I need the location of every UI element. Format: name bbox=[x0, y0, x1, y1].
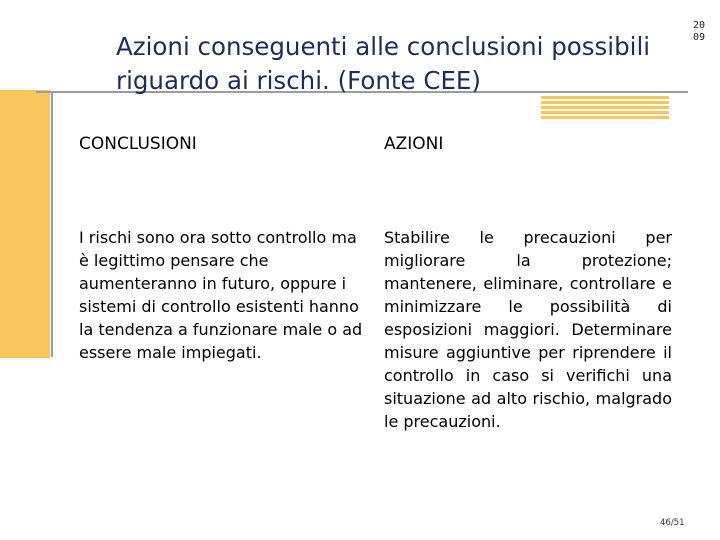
left-accent-bar bbox=[0, 90, 50, 358]
left-divider-line bbox=[51, 91, 53, 357]
slide-year: 2009 bbox=[692, 20, 706, 43]
page-number: 46/51 bbox=[660, 518, 685, 528]
column-header-azioni: AZIONI bbox=[384, 134, 444, 154]
column-header-conclusioni: CONCLUSIONI bbox=[79, 134, 197, 154]
accent-stripes bbox=[541, 96, 669, 121]
action-cell: Stabilire le precauzioni per migliorare la protezione; mantenere, eliminare, controllare e minimizzare le possibilità di esposizioni maggiori. Determinare misure aggiuntive per riprendere il controllo in caso si verifichi una situazione ad alto rischio, malgrado le precauzioni. bbox=[384, 228, 672, 431]
conclusion-cell: I rischi sono ora sotto controllo ma è legittimo pensare che aumenteranno in futuro, oppure i sistemi di controllo esistenti hanno la tendenza a funzionare male o ad essere male impiegati. bbox=[79, 228, 363, 362]
slide-title: Azioni conseguenti alle conclusioni possibili riguardo ai rischi. (Fonte CEE) bbox=[116, 32, 651, 95]
